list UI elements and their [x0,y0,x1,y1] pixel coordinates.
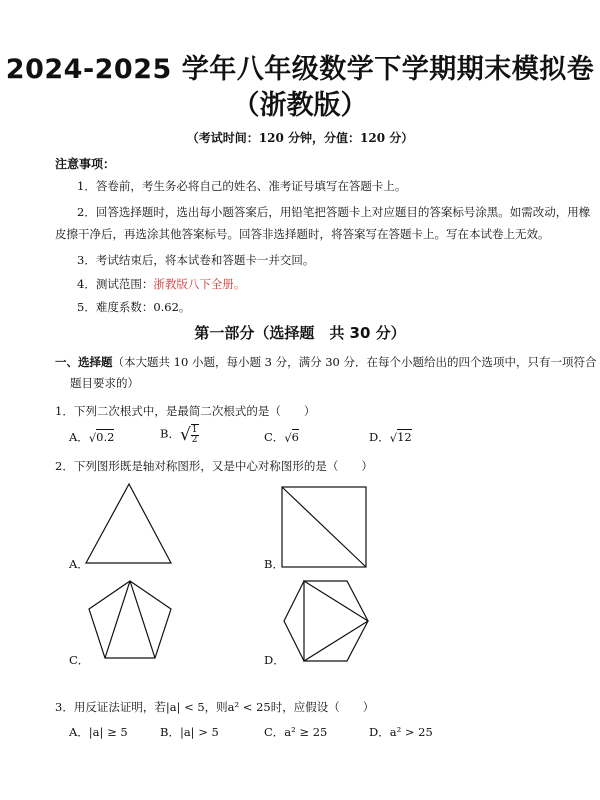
q2-option-a[interactable]: A． [69,557,89,571]
section-title: 第一部分（选择题 共 30 分） [194,324,406,342]
q3-option-c[interactable]: C．a² ≥ 25 [264,725,328,739]
q1-option-c[interactable] [264,429,299,445]
notice-item-2-line-2: 皮擦干净后，再选涂其他答案标号。回答非选择题时，将答案写在答题卡上。写在本试卷上无效。 [55,227,550,241]
notice-item-1: 1．答卷前，考生务必将自己的姓名、准考证号填写在答题卡上。 [77,179,407,193]
notice-item-5: 5．难度系数：0.62。 [77,300,191,314]
notice-item-2-line-1: 2．回答选择题时，选出每小题答案后，用铅笔把答题卡上对应题目的答案标号涂黑。如需改动，用橡 [77,205,591,219]
sqrt-symbol: √ [88,431,97,445]
q1-b-numerator: 1 [191,425,198,435]
q1-c-label: C． [264,430,285,444]
q1-a-label: A． [69,430,89,444]
q1-d-radicand: 12 [397,430,412,444]
q2-option-c[interactable]: C． [69,653,90,667]
notice-item-3: 3．考试结束后，将本试卷和答题卡一并交回。 [77,253,315,267]
q1-option-d[interactable] [369,429,412,445]
q1-b-denominator: 2 [191,435,198,445]
notice-item-4-scope: 浙教版八下全册。 [153,277,246,291]
q2-figure-square [281,486,367,568]
part1-intro-line-2: 题目要求的） [70,376,139,390]
notice-item-4 [77,276,245,292]
q2-stem: 2．下列图形既是轴对称图形，又是中心对称图形的是（ ） [55,459,373,473]
q1-b-label: B． [160,426,180,441]
title-line-1: 2024-2025 学年八年级数学下学期期末模拟卷 [5,54,595,85]
notice-title: 注意事项： [55,157,116,171]
title-line-2: （浙教版） [232,90,368,121]
q1-option-a[interactable] [69,429,114,445]
q1-b-fraction [191,424,199,445]
q1-d-label: D． [369,430,390,444]
q3-option-a[interactable]: A．|a| ≥ 5 [69,725,128,739]
sqrt-symbol: √ [179,424,191,445]
part1-intro-line-1 [55,354,597,370]
q2-figure-pentagon [87,580,173,660]
q1-c-radicand: 6 [291,430,299,444]
q1-stem: 1．下列二次根式中，是最简二次根式的是（ ） [55,404,316,418]
q2-option-d[interactable]: D． [264,653,285,667]
q1-option-b[interactable] [160,424,199,445]
q2-figure-triangle [85,483,173,565]
sqrt-symbol: √ [389,431,398,445]
q3-stem: 3．用反证法证明，若|a| < 5，则a² < 25时，应假设（ ） [55,700,375,714]
sqrt-symbol: √ [284,431,292,445]
q3-option-b[interactable]: B．|a| > 5 [160,725,219,739]
q2-option-b[interactable]: B． [264,557,284,571]
q3-option-d[interactable]: D．a² > 25 [369,725,433,739]
part1-intro-bold: 一、选择题 [55,355,113,369]
q1-a-radicand: 0.2 [96,430,115,444]
q2-figure-hexagon [283,579,369,663]
notice-item-4-prefix: 4．测试范围： [77,277,154,291]
exam-info: （考试时间：120 分钟，分值：120 分） [186,131,414,145]
part1-intro-rest: （本大题共 10 小题，每小题 3 分，满分 30 分．在每个小题给出的四个选项中，只有一项符合 [112,355,597,369]
